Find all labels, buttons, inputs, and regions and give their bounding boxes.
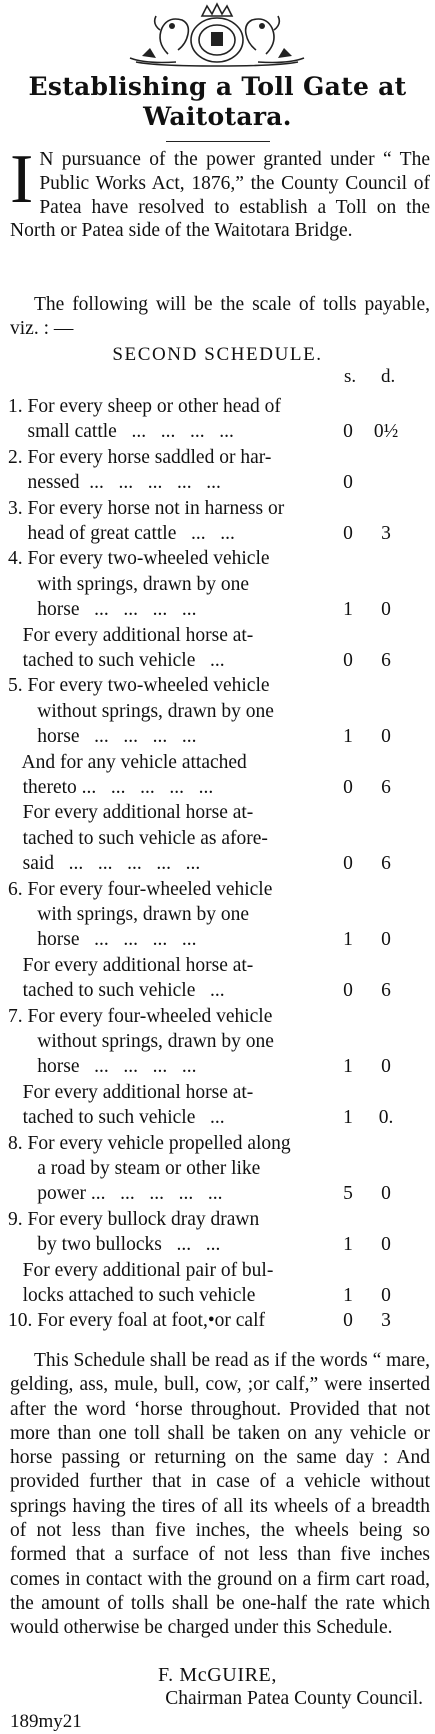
schedule-line (8, 1029, 403, 1055)
schedule-line (8, 648, 403, 674)
schedule-line (8, 546, 403, 572)
toll-shillings: 5 (343, 1183, 353, 1205)
notice-title: Establishing a Toll Gate at Waitotara. (28, 72, 407, 131)
intro-text: N pursuance of the power granted under “ The Public Works Act, 1876,” the County Council of Patea have resolved to establish a Toll on the North or Patea side of the Waitotara Bridge. (10, 149, 430, 242)
schedule-line-text: For every additional horse at- (8, 954, 254, 976)
schedule-line (8, 902, 403, 928)
schedule-line (8, 419, 403, 445)
toll-pence: 0 (381, 599, 391, 621)
schedule-line (8, 877, 403, 903)
schedule-line-text: a road by steam or other like (8, 1158, 261, 1179)
toll-shillings: 0 (343, 777, 353, 798)
schedule-line-text: by two bullocks ... ... (8, 1234, 221, 1256)
schedule-line (8, 496, 403, 522)
schedule-line (8, 750, 403, 776)
schedule-line-text: For every additional horse at- (8, 1081, 254, 1103)
toll-pence: 6 (381, 650, 391, 671)
signature-title: Chairman Patea County Council. (165, 1688, 423, 1709)
schedule-line-text: horse ... ... ... ... (8, 929, 197, 951)
schedule-line (8, 699, 403, 725)
toll-pence: 0 (381, 1285, 391, 1306)
toll-shillings: 1 (343, 1056, 353, 1078)
schedule-line-text: tached to such vehicle as afore- (8, 827, 268, 849)
scale-paragraph: The following will be the scale of tolls payable, viz. : — (10, 294, 430, 339)
schedule-line (8, 1105, 403, 1131)
column-header-pence: d. (381, 366, 396, 387)
royal-coat-of-arms-emblem (116, 2, 318, 70)
schedule-line (8, 826, 403, 852)
schedule-line (8, 851, 403, 877)
schedule-line-text: horse ... ... ... ... (8, 1056, 197, 1078)
toll-shillings: 0 (343, 650, 353, 671)
toll-pence: 0 (381, 726, 391, 748)
schedule-line (8, 470, 403, 496)
insertion-code: 189my21 (10, 1711, 82, 1732)
schedule-line-text: And for any vehicle attached (8, 751, 247, 773)
toll-pence: 0 (381, 1183, 391, 1205)
schedule-line-text: horse ... ... ... ... (8, 599, 197, 621)
schedule-line (8, 978, 403, 1004)
toll-shillings: 1 (343, 1107, 353, 1129)
schedule-line-text: 1. For every sheep or other head of (8, 396, 281, 417)
schedule-line-text: tached to such vehicle ... (8, 980, 225, 1002)
schedule-line (8, 1258, 403, 1284)
schedule-line (8, 953, 403, 979)
toll-shillings: 1 (343, 1285, 353, 1306)
schedule-line (8, 394, 403, 420)
toll-shillings: 0 (343, 523, 353, 544)
closing-paragraph: This Schedule shall be read as if the words “ mare, gelding, ass, mule, bull, cow, ;or calf,” were inserted after the word ‘horse throughout. Provided that not more than one toll shall be taken on any vehicle or horse passing or returning on the same day : And provided further that in case of a vehicle without springs having the tires of all its wheels of a breadth of not less than five inches, the wheels being so formed that a surface of not less than five inches comes in contact with the ground on a firm cart road, the amount of tolls shall be one-half the rate which would otherwise be charged under this Schedule. (10, 1350, 430, 1639)
schedule-line-text: without springs, drawn by one (8, 700, 274, 722)
schedule-line (8, 1232, 403, 1258)
schedule-line (8, 445, 403, 471)
schedule-line (8, 623, 403, 649)
toll-shillings: 1 (343, 1234, 353, 1256)
schedule-line-text: tached to such vehicle ... (8, 650, 225, 671)
schedule-line-text: with springs, drawn by one (8, 904, 250, 925)
schedule-line-text: with springs, drawn by one (8, 573, 250, 595)
schedule-line (8, 724, 403, 750)
schedule-line-text: 3. For every horse not in harness or (8, 497, 285, 519)
schedule-line-text: nessed ... ... ... ... ... (8, 472, 221, 494)
toll-pence: 0½ (373, 421, 399, 443)
schedule-line-text: 9. For every bullock dray drawn (8, 1208, 260, 1230)
title-divider (166, 141, 270, 142)
schedule-line (8, 927, 403, 953)
signature-name: F. McGUIRE, (158, 1664, 277, 1686)
schedule-line-text: 6. For every four-wheeled vehicle (8, 878, 273, 900)
toll-shillings: 0 (343, 421, 353, 443)
schedule-line-text: thereto ... ... ... ... ... (8, 777, 214, 798)
schedule-line-text: For every additional pair of bul- (8, 1259, 274, 1281)
toll-pence: 0 (381, 1056, 391, 1078)
toll-shillings: 0 (343, 1310, 353, 1332)
schedule-line-text: tached to such vehicle ... (8, 1107, 225, 1129)
schedule-line-text: For every additional horse at- (8, 624, 254, 646)
schedule-line-text: 7. For every four-wheeled vehicle (8, 1005, 273, 1027)
schedule-line (8, 1080, 403, 1106)
schedule-line-text: 8. For every vehicle propelled along (8, 1132, 291, 1154)
schedule-line (8, 800, 403, 826)
schedule-line-text: without springs, drawn by one (8, 1031, 274, 1052)
schedule-line (8, 1283, 403, 1309)
schedule-line (8, 1131, 403, 1157)
schedule-line (8, 1004, 403, 1030)
column-header-shillings: s. (344, 366, 357, 387)
toll-pence: 6 (381, 777, 391, 798)
toll-pence: 6 (381, 980, 391, 1002)
toll-shillings: 1 (343, 726, 353, 748)
schedule-line (8, 521, 403, 547)
schedule-line (8, 572, 403, 598)
intro-paragraph (10, 141, 430, 288)
toll-shillings: 1 (343, 599, 353, 621)
toll-shillings: 0 (343, 980, 353, 1002)
schedule-line (8, 1054, 403, 1080)
schedule-line-text: 10. For every foal at foot,•or calf (8, 1310, 265, 1332)
schedule-line-text: small cattle ... ... ... ... (8, 421, 234, 443)
toll-pence: 0 (381, 1234, 391, 1256)
schedule-line-text: For every additional horse at- (8, 802, 254, 824)
schedule-heading: SECOND SCHEDULE. (112, 344, 323, 365)
toll-pence: 0 (381, 929, 391, 951)
schedule-line (8, 1156, 403, 1182)
schedule-line-text: power ... ... ... ... ... (8, 1183, 223, 1205)
toll-pence: 3 (381, 1310, 391, 1332)
toll-shillings: 0 (343, 472, 353, 494)
toll-pence: 6 (381, 853, 391, 875)
schedule-line (8, 775, 403, 801)
schedule-line (8, 597, 403, 623)
schedule-line (8, 673, 403, 699)
toll-shillings: 0 (343, 853, 353, 875)
schedule-line-text: head of great cattle ... ... (8, 523, 235, 544)
schedule-line (8, 1181, 403, 1207)
schedule-line-text: locks attached to such vehicle (8, 1285, 256, 1306)
schedule-line-text: 5. For every two-wheeled vehicle (8, 675, 270, 697)
schedule-line (8, 1308, 403, 1334)
schedule-line-text: horse ... ... ... ... (8, 726, 197, 748)
schedule-line-text: 4. For every two-wheeled vehicle (8, 548, 270, 570)
schedule-line (8, 1207, 403, 1233)
toll-pence: 0. (378, 1107, 394, 1129)
toll-shillings: 1 (343, 929, 353, 951)
schedule-line-text: 2. For every horse saddled or har- (8, 446, 272, 468)
drop-cap-letter: I (10, 141, 34, 218)
schedule-line-text: said ... ... ... ... ... (8, 853, 201, 875)
toll-pence: 3 (381, 523, 391, 544)
